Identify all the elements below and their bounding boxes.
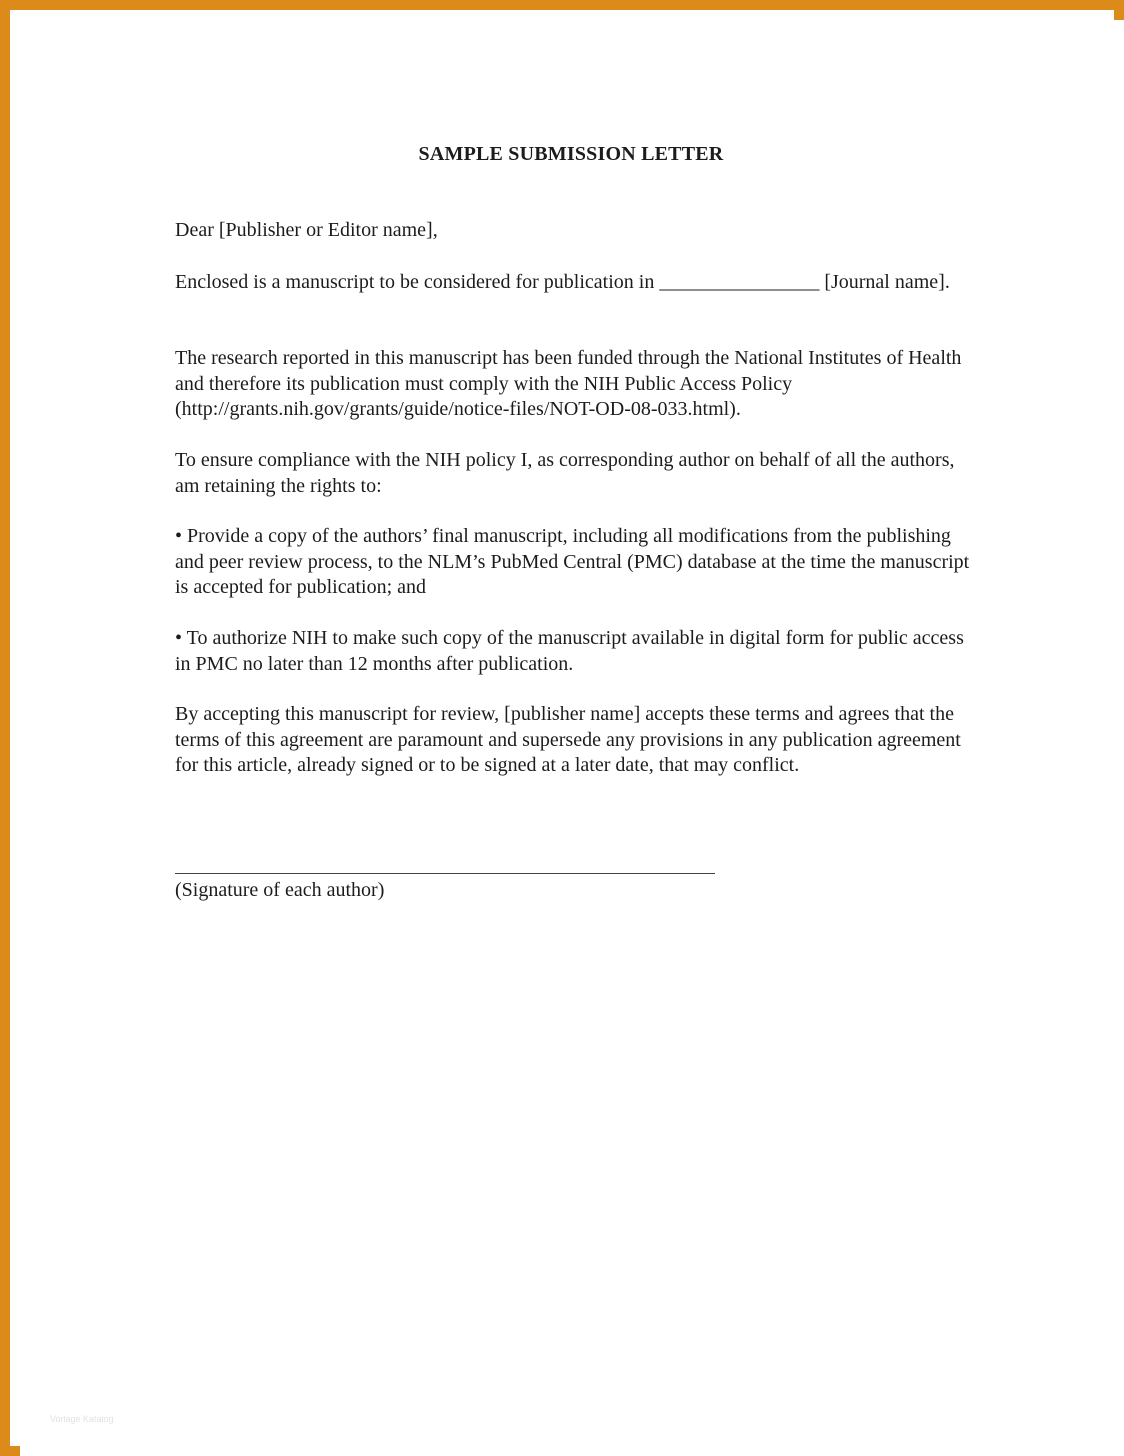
bullet-authorize-nih: • To authorize NIH to make such copy of the manuscript available in digital form for public access in PMC no later than 12 months after publication. — [175, 627, 964, 675]
bullet-provide-copy: • Provide a copy of the authors’ final manuscript, including all modifications from the publishing and peer review process, to the NLM’s PubMed Central (PMC) database at the time the manuscript is accepted for publication; and — [175, 525, 970, 599]
paragraph-ensure: To ensure compliance with the NIH policy I, as corresponding author on behalf of all the authors, am retaining the rights to: — [175, 449, 955, 497]
document-page — [20, 20, 1124, 1456]
signature-line — [175, 873, 715, 874]
signature-caption: (Signature of each author) — [175, 879, 385, 901]
paragraph-research: The research reported in this manuscript has been funded through the National Institutes of Health and therefore its publication must comply with the NIH Public Access Policy (http://grants.nih.gov/grants/guide/notice-files/NOT-OD-08-033.html). — [175, 347, 962, 421]
letter-title: SAMPLE SUBMISSION LETTER — [418, 143, 724, 165]
salutation: Dear [Publisher or Editor name], — [175, 219, 438, 241]
watermark: Vorlage Katalog — [50, 1414, 114, 1424]
paragraph-enclosed: Enclosed is a manuscript to be considered for publication in ________________ [Journal name]. — [175, 271, 950, 293]
paragraph-accepting: By accepting this manuscript for review, [publisher name] accepts these terms and agrees that the terms of this agreement are paramount and supersede any provisions in any publication agreement for this article, already signed or to be signed at a later date, that may conflict. — [175, 703, 961, 777]
